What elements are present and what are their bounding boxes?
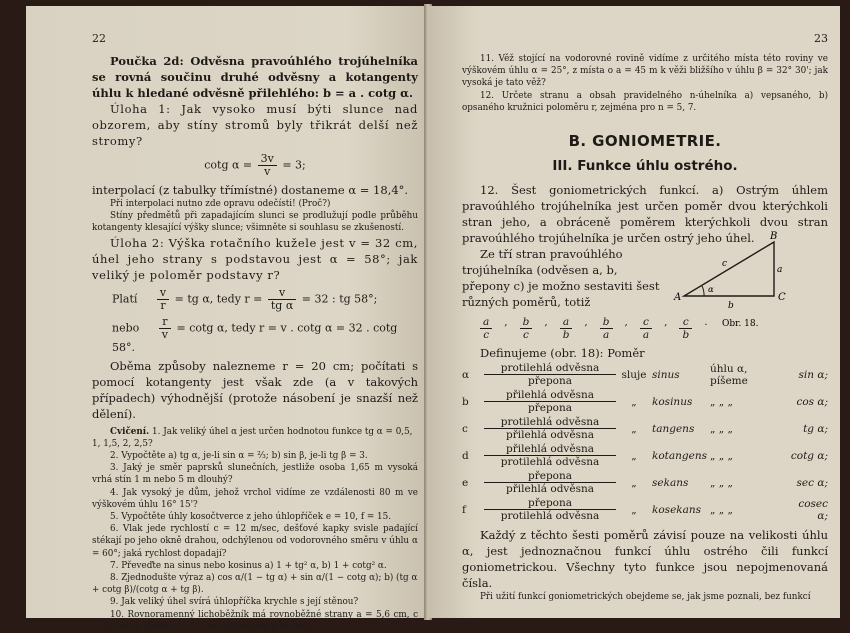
side-c: c: [722, 259, 728, 269]
exercise-4: 4. Jak vysoký je dům, jehož vrchol vidíme ze vzdálenosti 80 m ve výškovém úhlu 16° 15'?: [92, 487, 418, 510]
note-1: Při interpolaci nutno zde opravu odečísti! (Proč?): [110, 199, 331, 209]
side-b: b: [728, 301, 734, 311]
def-tangens: c protilehlá odvěsna přilehlá odvěsna „ tangens „ „ „ tg α;: [462, 416, 828, 442]
eq1-rhs: = 3;: [282, 158, 306, 172]
page-number-left: 22: [92, 32, 106, 45]
task-2: Úloha 2: Výška rotačního kuželе jest v = 32 cm, úhel jeho strany s podstavou jest α = 58°; jak veliký je poloměr podstavy r?: [92, 235, 418, 282]
exercise-3: 3. Jaký je směr paprsků slunečních, jestliže osoba 1,65 m vysoká vrhá stín 1 m nebo 5 m dlouhý?: [92, 463, 418, 486]
page-number-right: 23: [814, 32, 828, 45]
side-a: a: [777, 265, 783, 275]
plati-label: Platí: [112, 292, 138, 306]
ratio: $\frac{a}{c}$: [480, 316, 492, 341]
task-1: Úloha 1: Jak vysoko musí býti slunce nad obzorem, aby stíny stromů byly třikrát delší než stromy?: [92, 102, 418, 148]
conclusion: Oběma způsoby nalezneme r = 20 cm; počítati s pomocí kotangenty jest však zde (a v takových případech) výhodnější (protože násobení je snazší než dělení).: [92, 358, 418, 421]
equation-3: [112, 316, 418, 354]
subsection-title: III. Funkce úhlu ostrého.: [552, 158, 738, 175]
equation-2: [112, 287, 418, 312]
def-kotangens: d přilehlá odvěsna protilehlá odvěsna „ kotangens „ „ „ cotg α;: [462, 443, 828, 469]
exercise-5: 5. Vypočtěte úhly kosočtverce z jeho úhlopříček e = 10, f = 15.: [110, 512, 392, 523]
ratio: $\frac{b}{a}$: [600, 316, 613, 341]
def-kosinus: b přilehlá odvěsna přepona „ kosinus „ „ „ cos α;: [462, 389, 828, 415]
define-intro: Definujeme (obr. 18): Poměr: [480, 346, 645, 361]
interpolation: interpolací (z tabulky třímístné) dostaneme α = 18,4°.: [92, 183, 409, 197]
def-sinus: α protilehlá odvěsna přepona sluje sinus úhlu α, píšeme sin α;: [462, 362, 828, 388]
eq2-frac: $\frac{v}{r}$: [157, 287, 169, 312]
eq2-frac2: $\frac{v}{\text{tg α}}$: [268, 287, 296, 312]
note-2: Stíny předmětů při zapadajícím slunci se prodlužují podle průběhu kotangenty klesající výšky slunce; všimněte si souhlasu se zkušeností.: [92, 211, 418, 234]
def-sekans: e přepona přilehlá odvěsna „ sekans „ „ „ sec α;: [462, 470, 828, 496]
eq2-end: = 32 : tg 58°;: [301, 292, 378, 306]
paragraph-12: 12. Šest goniometrických funkcí. a) Ostrým úhlem pravoúhlého trojúhelníka jest určen poměr dvou kterýchkoli stran jeho, a obráceně poměrem kterýchkoli dvou stran pravoúhlého trojúhelníka je určen ostrý jeho úhel.: [462, 183, 828, 246]
eq1-num: 3v: [258, 153, 277, 166]
eq1-fraction: [258, 153, 277, 178]
eq2-mid: = tg α, tedy r =: [174, 292, 263, 306]
exercise-2: 2. Vypočtěte a) tg α, je-li sin α = ⅔; b) sin β, je-li tg β = 3.: [110, 451, 368, 462]
vertex-C: C: [778, 292, 786, 303]
ratio: $\frac{b}{c}$: [520, 316, 533, 341]
ratio: $\frac{c}{a}$: [640, 316, 652, 341]
figure-caption: Obr. 18.: [722, 319, 759, 329]
exercise-8: 8. Zjednodušte výraz a) cos α/(1 − tg α) + sin α/(1 − cotg α); b) (tg α + cotg β)/(cotg α + tg β).: [92, 573, 418, 596]
ratio-list: $\frac{a}{c}$ , $\frac{b}{c}$ , $\frac{a}{b}$ , $\frac{b}{a}$ , $\frac{c}{a}$ , $\frac{c}{b}$ .: [478, 316, 828, 341]
vertex-A: A: [674, 292, 682, 303]
exercise-10: 10. Rovnoramenný lichoběžník má rovnoběžné strany a = 5,6 cm, c = 3,6 cm a výšku v = 2,5 cm; vypočtěte jeho úhly.: [92, 609, 418, 632]
definitions: [462, 361, 828, 523]
right-page: [428, 6, 840, 618]
exercise-11: 11. Věž stojící na vodorovné rovině vidíme z určitého místa této roviny ve výškovém úhlu α = 25°, z místa o a = 45 m k věži bližšího v úhlu β = 32° 30'; jak vysoká je tato věž?: [462, 54, 828, 89]
exercises: [92, 426, 418, 633]
equation-1: [92, 153, 418, 178]
angle-arc: [702, 286, 704, 296]
eq1-den: v: [264, 165, 271, 178]
ratio: $\frac{a}{b}$: [560, 316, 573, 341]
figure-18: [670, 230, 820, 340]
closing-paragraph: Každý z těchto šesti poměrů závisí pouze na velikosti úhlu α, jest jednoznačnou funkcí úhlu ostrého čili funkcí goniometrickou. Všechny tyto funkce jsou nepojmenovaná čísla.: [462, 528, 828, 591]
eq3-rest: = cotg α, tedy r = v . cotg α = 32 . cotg 58°.: [112, 321, 398, 354]
triangle: [684, 242, 774, 296]
theorem-2d: Poučka 2d: Odvěsna pravoúhlého trojúhelníka se rovná součinu druhé odvěsny a kotangenty úhlu k hledané odvěsně přilehlého: b = a . cotg α.: [92, 54, 418, 100]
exercise-9: 9. Jak veliký úhel svírá úhlopříčka krychle s její stěnou?: [110, 597, 359, 608]
vertex-B: B: [770, 231, 778, 242]
left-page: [26, 6, 428, 632]
section-title: B. GONIOMETRIE.: [568, 132, 722, 151]
nebo-label: nebo: [112, 321, 140, 335]
exercise-1: 1. Jak veliký úhel α jest určen hodnotou funkce tg α = 0,5, 1, 1,5, 2, 2,5?: [92, 426, 413, 449]
angle-alpha: α: [708, 285, 714, 295]
exercise-7: 7. Převeďte na sinus nebo kosinus a) 1 + tg² α, b) 1 + cotg² α.: [110, 560, 387, 571]
paragraph-12b: Ze tří stran pravoúhlého trojúhelníka (odvěsen a, b, přepony c) je možno sestaviti šest různých poměrů, totiž: [462, 247, 660, 310]
eq3-frac: $\frac{r}{v}$: [159, 316, 171, 341]
footer-line: Při užití funkcí goniometrických obejdeme se, jak jsme poznali, bez funkcí: [480, 592, 811, 603]
exercises-title: Cvičení.: [110, 426, 150, 437]
eq1-lhs: cotg α =: [204, 158, 253, 172]
ratio: $\frac{c}{b}$: [679, 316, 692, 341]
def-kosekans: f přepona protilehlá odvěsna „ kosekans „ „ „ cosec α;: [462, 497, 828, 523]
exercise-12: 12. Určete stranu a obsah pravidelného n-úhelníka a) vepsaného, b) opsaného kružnici poloměru r, zejména pro n = 5, 7.: [462, 90, 828, 113]
exercise-6: 6. Vlak jede rychlostí c = 12 m/sec, dešťové kapky svisle padající stékají po jeho okně drahou, odchýlenou od vodorovného směru v úhlu α = 60°; jaká rychlost dopadají?: [92, 524, 418, 559]
